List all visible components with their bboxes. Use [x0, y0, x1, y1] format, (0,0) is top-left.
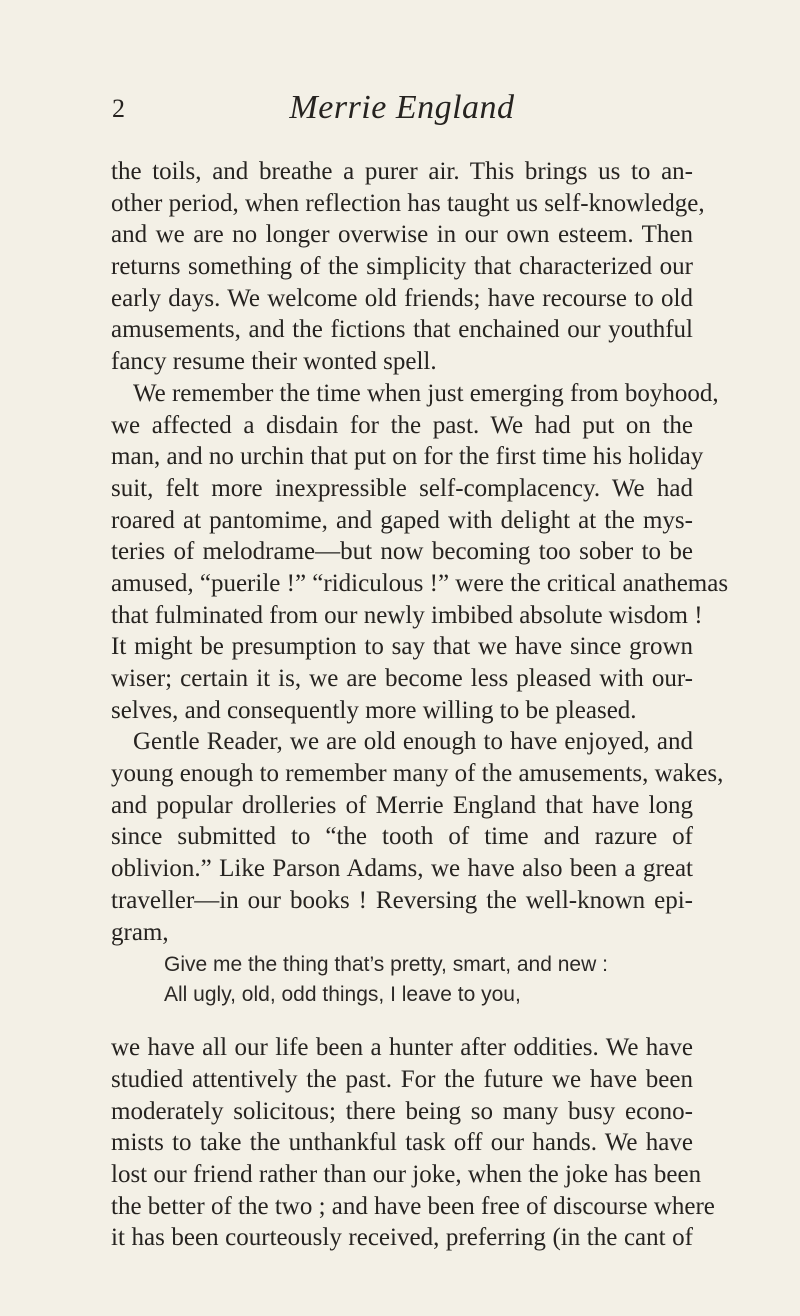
paragraph-1: [111, 156, 705, 378]
paragraph-continuation: [111, 1032, 715, 1254]
text-line: man, and no urchin that put on for the first time his holiday: [111, 443, 704, 471]
page-header: [112, 88, 692, 128]
text-line: lost our friend rather than our joke, when the joke has been: [111, 1160, 702, 1188]
verse-line: All ugly, old, odd things, I leave to you,: [164, 983, 521, 1007]
text-line: amused, “puerile !” “ridiculous !” were the critical anathemas: [111, 569, 729, 597]
paragraph-3: [111, 726, 724, 948]
page-number: 2: [112, 94, 125, 123]
text-line: mists to take the unthankful task off our hands. We have: [111, 1129, 693, 1157]
text-line: It might be presumption to say that we have since grown: [111, 633, 693, 661]
text-line: the better of the two ; and have been free of discourse where: [111, 1192, 715, 1220]
text-line: it has been courteously received, preferring (in the cant of: [111, 1224, 693, 1252]
text-line: fancy resume their wonted spell.: [111, 348, 437, 376]
verse-line: Give me the thing that’s pretty, smart, and new :: [164, 953, 608, 977]
text-line: returns something of the simplicity that characterized our: [111, 253, 693, 281]
text-line: Gentle Reader, we are old enough to have enjoyed, and: [133, 728, 693, 756]
text-line: We remember the time when just emerging from boyhood,: [133, 379, 719, 407]
paragraph-2: [111, 378, 729, 727]
text-line: gram,: [111, 918, 169, 946]
text-line: suit, felt more inexpressible self-complacency. We had: [111, 474, 693, 502]
text-line: the toils, and breathe a purer air. This brings us to an-: [111, 158, 693, 185]
text-line: we affected a disdain for the past. We had put on the: [111, 411, 693, 439]
text-line: moderately solicitous; there being so many busy econo-: [111, 1097, 693, 1125]
running-head: Merrie England: [289, 89, 515, 126]
text-line: and we are no longer overwise in our own esteem. Then: [111, 221, 693, 249]
verse-quotation: [111, 948, 693, 1032]
text-line: oblivion.” Like Parson Adams, we have also been a great: [111, 855, 693, 883]
text-line: early days. We welcome old friends; have recourse to old: [111, 284, 693, 312]
text-line: since submitted to “the tooth of time and razure of: [111, 823, 693, 851]
text-line: selves, and consequently more willing to be pleased.: [111, 696, 637, 724]
text-line: other period, when reflection has taught us self-knowledge,: [111, 189, 705, 217]
text-line: we have all our life been a hunter after oddities. We have: [111, 1034, 693, 1062]
text-line: amusements, and the fictions that enchained our youthful: [111, 316, 693, 344]
text-line: and popular drolleries of Merrie England that have long: [111, 791, 693, 819]
text-line: roared at pantomime, and gaped with delight at the mys-: [111, 506, 693, 534]
text-line: teries of melodrame—but now becoming too sober to be: [111, 538, 693, 566]
body-text: [111, 156, 729, 1254]
text-line: traveller—in our books ! Reversing the well-known epi-: [111, 886, 693, 914]
text-line: that fulminated from our newly imbibed absolute wisdom !: [111, 601, 703, 629]
text-line: wiser; certain it is, we are become less pleased with our-: [111, 665, 693, 692]
text-line: studied attentively the past. For the future we have been: [111, 1065, 693, 1093]
text-line: young enough to remember many of the amusements, wakes,: [111, 760, 724, 788]
